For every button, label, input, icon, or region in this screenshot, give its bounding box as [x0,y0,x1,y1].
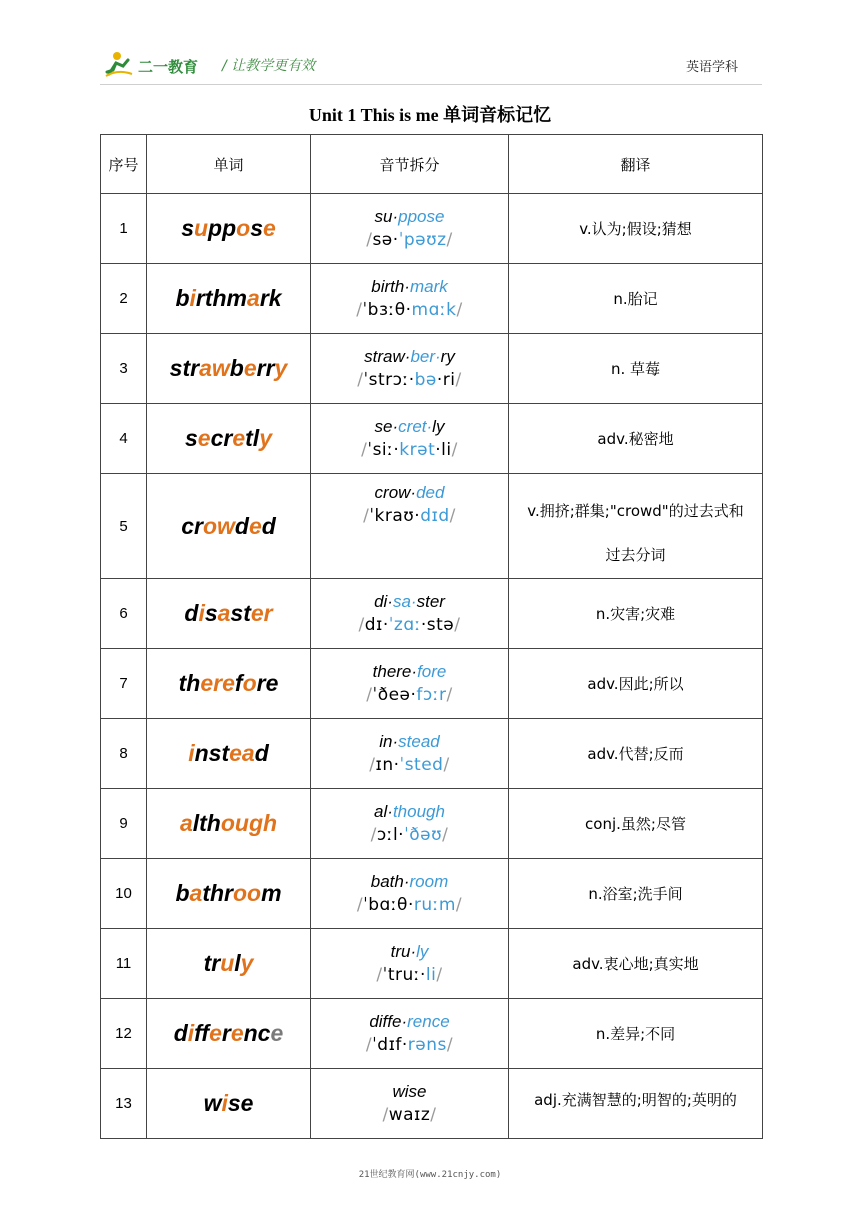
syllable-split: diffe·rence [369,1011,450,1031]
translation-line: 过去分词 [605,546,666,564]
syllable-cell [311,579,509,649]
word: bathroom [175,880,282,906]
table-row [101,264,763,334]
translation: n.差异;不同 [509,999,763,1069]
word-cell [147,334,311,404]
syllable-cell [311,999,509,1069]
word-cell [147,859,311,929]
translation: n.浴室;洗手间 [509,859,763,929]
phonetic: /ˈbɜːθ·mɑːk/ [356,299,463,320]
syllable-split: su·ppose [374,206,445,226]
syllable-split: straw·ber·ry [364,346,455,366]
translation-line: v.拥挤;群集;"crowd"的过去式和 [527,502,744,520]
row-number: 3 [101,334,147,404]
word-cell [147,579,311,649]
word-cell [147,404,311,474]
word: secretly [185,425,272,451]
row-number: 4 [101,404,147,474]
translation: n.胎记 [509,264,763,334]
phonetic: /ˈsiː·krət·li/ [361,439,458,460]
syllable-cell [311,334,509,404]
row-number: 10 [101,859,147,929]
phonetic: /ˈtruː·li/ [376,964,443,985]
row-number: 7 [101,649,147,719]
table-row [101,194,763,264]
syllable-split: tru·ly [390,941,429,961]
table-row [101,474,763,579]
phonetic: /ˈkraʊ·dɪd/ [363,506,456,526]
row-number: 12 [101,999,147,1069]
page-header [0,0,860,90]
phonetic: /ˈðeə·fɔːr/ [366,684,453,705]
word: crowded [181,512,276,539]
table-row [101,999,763,1069]
column-header-number: 序号 [101,135,147,194]
row-number: 8 [101,719,147,789]
phonetic: /ˈbɑːθ·ruːm/ [356,894,463,915]
table-row [101,1069,763,1139]
phonetic: /ɪn·ˈsted/ [369,754,450,775]
syllable-split: wise [392,1081,427,1101]
table-row [101,404,763,474]
syllable-cell [311,264,509,334]
word-cell [147,474,311,579]
word-cell [147,999,311,1069]
row-number: 11 [101,929,147,999]
word-cell [147,264,311,334]
phonetic: /ˈdɪf·rəns/ [365,1034,454,1055]
syllable-cell [311,474,509,579]
row-number: 9 [101,789,147,859]
table-row [101,649,763,719]
word: therefore [178,670,279,696]
syllable-cell [311,789,509,859]
word: truly [203,950,254,976]
translation: n. 草莓 [509,334,763,404]
syllable-split: di·sa·ster [374,591,445,611]
translation: adv.秘密地 [509,404,763,474]
phonetic: /waɪz/ [382,1104,437,1125]
row-number: 2 [101,264,147,334]
translation: adv.因此;所以 [509,649,763,719]
vocabulary-table [100,134,763,1139]
translation: adv.代替;反而 [509,719,763,789]
word: instead [188,740,269,766]
syllable-split: in·stead [379,731,440,751]
word: wise [203,1090,254,1116]
slogan: / 让教学更有效 [222,58,316,74]
syllable-cell [311,404,509,474]
row-number: 1 [101,194,147,264]
row-number: 6 [101,579,147,649]
word-cell [147,1069,311,1139]
translation: v.认为;假设;猜想 [509,194,763,264]
row-number: 13 [101,1069,147,1139]
table-row [101,334,763,404]
syllable-split: birth·mark [371,276,448,296]
syllable-cell [311,194,509,264]
page-footer: 21世纪教育网(www.21cnjy.com) [358,1170,502,1180]
logo [104,50,199,80]
syllable-cell [311,859,509,929]
syllable-split: se·cret·ly [374,416,445,436]
syllable-split: crow·ded [374,483,445,502]
header-divider [100,84,762,85]
translation: n.灾害;灾难 [509,579,763,649]
translation: conj.虽然;尽管 [509,789,763,859]
word: disaster [184,600,273,626]
phonetic: /dɪ·ˈzɑː·stə/ [358,614,461,635]
phonetic: /sə·ˈpəʊz/ [366,229,453,250]
syllable-split: there·fore [372,661,447,681]
row-number: 5 [101,474,147,579]
word-cell [147,649,311,719]
word: suppose [181,215,276,241]
word-cell [147,719,311,789]
column-header-syllable: 音节拆分 [311,135,509,194]
syllable-split: bath·room [370,871,449,891]
word: strawberry [169,355,288,381]
page-title: Unit 1 This is me 单词音标记忆 [308,105,552,125]
translation: adv.衷心地;真实地 [509,929,763,999]
table-row [101,719,763,789]
table-header-row [101,135,763,194]
column-header-word: 单词 [147,135,311,194]
word: birthmark [175,285,282,311]
table-row [101,579,763,649]
syllable-cell [311,1069,509,1139]
word-cell [147,789,311,859]
syllable-cell [311,649,509,719]
logo-text: 二一教育 [138,58,199,76]
syllable-cell [311,719,509,789]
word: although [179,810,278,836]
table-row [101,929,763,999]
syllable-split: al·though [374,801,445,821]
phonetic: /ɔːl·ˈðəʊ/ [370,824,449,845]
syllable-cell [311,929,509,999]
table-row [101,789,763,859]
word-cell [147,929,311,999]
word-cell [147,194,311,264]
phonetic-text: waɪz [388,1104,431,1125]
table-row [101,859,763,929]
column-header-translation: 翻译 [509,135,763,194]
word: difference [173,1020,284,1046]
translation: adj.充满智慧的;明智的;英明的 [509,1069,763,1139]
subject-label: 英语学科 [685,60,738,75]
translation [509,474,763,579]
phonetic: /ˈstrɔː·bə·ri/ [357,369,462,390]
